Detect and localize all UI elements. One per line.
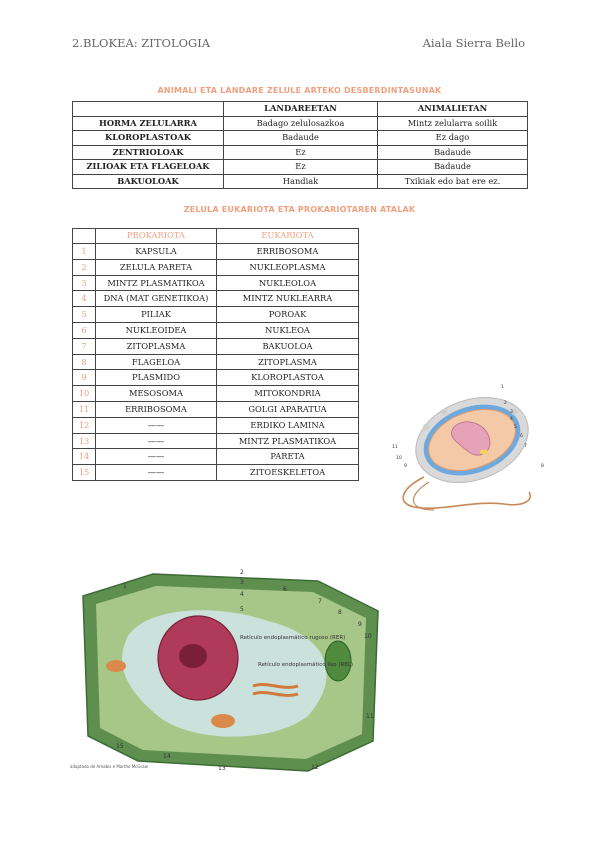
fig-label: 8: [338, 609, 342, 616]
table-row: [73, 417, 359, 433]
table-row: [73, 116, 528, 131]
table-cell: MINTZ PLASMATIKOA: [217, 433, 359, 449]
flagellum-shape: [413, 482, 434, 510]
mitochondria-shape: [106, 660, 126, 672]
table-cell: ZITOPLASMA: [96, 338, 217, 354]
table-cell: GOLGI APARATUA: [217, 401, 359, 417]
table-row: [73, 291, 359, 307]
cell-parts-table: [72, 228, 359, 481]
table-cell: PILIAK: [96, 307, 217, 323]
rer-label: Retículo endoplasmático rugoso (RER): [240, 635, 346, 641]
fig-label: 11: [366, 713, 374, 720]
row-number-cell: 10: [73, 386, 96, 402]
table-cell: MITOKONDRIA: [217, 386, 359, 402]
row-number-cell: 1: [73, 244, 96, 260]
table-row: [73, 338, 359, 354]
fig-label: 2: [504, 401, 507, 406]
fig-label: 7: [524, 444, 527, 449]
fig-label: 10: [364, 633, 372, 640]
row-number-cell: 2: [73, 259, 96, 275]
table-cell: Handiak: [224, 174, 378, 189]
col-header: PROKARIOTA: [96, 229, 217, 244]
table-cell: Ez: [224, 160, 378, 175]
table-cell: NUKLEOA: [217, 322, 359, 338]
table-header-row: [73, 102, 528, 117]
row-number-cell: 7: [73, 338, 96, 354]
header-left: 2.BLOKEA: ZITOLOGIA: [72, 36, 211, 50]
row-number-cell: 4: [73, 291, 96, 307]
table-cell: PARETA: [217, 449, 359, 465]
row-header-cell: ZENTRIOLOAK: [73, 145, 224, 160]
table-cell: MESOSOMA: [96, 386, 217, 402]
table-cell: PLASMIDO: [96, 370, 217, 386]
table-cell: ZELULA PARETA: [96, 259, 217, 275]
plant-cell-illustration: [68, 566, 398, 776]
mitochondria-shape: [211, 714, 235, 728]
chloroplast-shape: [325, 641, 351, 681]
table-cell: DNA (MAT GENETIKOA): [96, 291, 217, 307]
table-cell: MINTZ PLASMATIKOA: [96, 275, 217, 291]
row-number-cell: 8: [73, 354, 96, 370]
table-cell: ERDIKO LAMINA: [217, 417, 359, 433]
table-cell: BAKUOLOA: [217, 338, 359, 354]
pili-shape: [441, 409, 447, 415]
fig-label: 10: [396, 456, 402, 461]
row-number-cell: 11: [73, 401, 96, 417]
table-row: [73, 131, 528, 146]
row-header-cell: ZILIOAK ETA FLAGELOAK: [73, 160, 224, 175]
fig-label: 3: [240, 579, 244, 586]
table-cell: Badaude: [378, 160, 528, 175]
table-cell: Badago zelulosazkoa: [224, 116, 378, 131]
row-header-cell: BAKUOLOAK: [73, 174, 224, 189]
row-number-cell: 12: [73, 417, 96, 433]
table-row: [73, 449, 359, 465]
table-row: [73, 307, 359, 323]
table-cell: Ez: [224, 145, 378, 160]
fig-label: 14: [163, 753, 171, 760]
pili-shape: [423, 424, 429, 430]
fig-label: 7: [318, 598, 322, 605]
differences-table: [72, 101, 528, 189]
fig-label: 1: [501, 385, 504, 390]
row-header-cell: HORMA ZELULARRA: [73, 116, 224, 131]
row-number-cell: 13: [73, 433, 96, 449]
table-header-row: [73, 229, 359, 244]
fig-label: 11: [392, 445, 398, 450]
fig-label: 8: [541, 464, 544, 469]
nucleolus-shape: [179, 644, 207, 668]
fig-label: 15: [116, 743, 124, 750]
row-header-cell: KLOROPLASTOAK: [73, 131, 224, 146]
row-number-cell: 5: [73, 307, 96, 323]
fig-label: 6: [520, 434, 523, 439]
plasmid-shape: [480, 450, 488, 455]
fig-label: 2: [240, 569, 244, 576]
section1-title: ANIMALI ETA LANDARE ZELULE ARTEKO DESBERDINTASUNAK: [157, 86, 442, 95]
table-cell: ——: [96, 433, 217, 449]
table-cell: ——: [96, 449, 217, 465]
table-cell: FLAGELOA: [96, 354, 217, 370]
table-row: [73, 244, 359, 260]
row-number-cell: 6: [73, 322, 96, 338]
row-number-cell: 3: [73, 275, 96, 291]
figure-credit: adaptado de Amabis e Martho McGraw: [70, 764, 148, 769]
fig-label: 4: [240, 591, 244, 598]
table-cell: ZITOESKELETOA: [217, 465, 359, 481]
table-cell: NUKLEOPLASMA: [217, 259, 359, 275]
table-row: [73, 386, 359, 402]
table-row: [73, 370, 359, 386]
table-cell: Txikiak edo bat ere ez.: [378, 174, 528, 189]
table-row: [73, 322, 359, 338]
col-header: LANDAREETAN: [224, 102, 378, 117]
table-cell: ——: [96, 417, 217, 433]
rel-label: Retículo endoplasmático liso (REL): [258, 662, 354, 668]
table-row: [73, 465, 359, 481]
fig-label: 5: [514, 425, 517, 430]
fig-label: 5: [240, 606, 244, 613]
table-cell: Ez dago: [378, 131, 528, 146]
fig-label: 12: [311, 764, 319, 771]
col-header: EUKARIOTA: [217, 229, 359, 244]
prokaryote-illustration: [384, 382, 554, 517]
table-cell: ERRIBOSOMA: [96, 401, 217, 417]
row-number-cell: 14: [73, 449, 96, 465]
col-header: [73, 102, 224, 117]
fig-label: 13: [218, 765, 226, 772]
fig-label: 9: [358, 621, 362, 628]
table-cell: Badaude: [224, 131, 378, 146]
fig-label: 3: [510, 410, 513, 415]
row-number-cell: 9: [73, 370, 96, 386]
row-number-cell: 15: [73, 465, 96, 481]
table-cell: POROAK: [217, 307, 359, 323]
fig-label: 6: [283, 586, 287, 593]
fig-label: 9: [404, 464, 407, 469]
table-row: [73, 275, 359, 291]
col-header: [73, 229, 96, 244]
table-cell: KLOROPLASTOA: [217, 370, 359, 386]
table-row: [73, 354, 359, 370]
table-cell: ——: [96, 465, 217, 481]
table-cell: Mintz zelularra soilik: [378, 116, 528, 131]
fig-label: 1: [123, 583, 127, 590]
table-cell: KAPSULA: [96, 244, 217, 260]
header-right: Aiala Sierra Bello: [422, 36, 525, 50]
col-header: ANIMALIETAN: [378, 102, 528, 117]
table-row: [73, 174, 528, 189]
fig-label: 4: [510, 417, 513, 422]
table-cell: MINTZ NUKLEARRA: [217, 291, 359, 307]
table-cell: NUKLEOIDEA: [96, 322, 217, 338]
table-row: [73, 433, 359, 449]
table-row: [73, 160, 528, 175]
table-row: [73, 259, 359, 275]
table-row: [73, 145, 528, 160]
table-cell: NUKLEOLOA: [217, 275, 359, 291]
table-cell: ZITOPLASMA: [217, 354, 359, 370]
table-row: [73, 401, 359, 417]
table-cell: ERRIBOSOMA: [217, 244, 359, 260]
table-cell: Badaude: [378, 145, 528, 160]
section2-title: ZELULA EUKARIOTA ETA PROKARIOTAREN ATALAK: [183, 205, 416, 214]
